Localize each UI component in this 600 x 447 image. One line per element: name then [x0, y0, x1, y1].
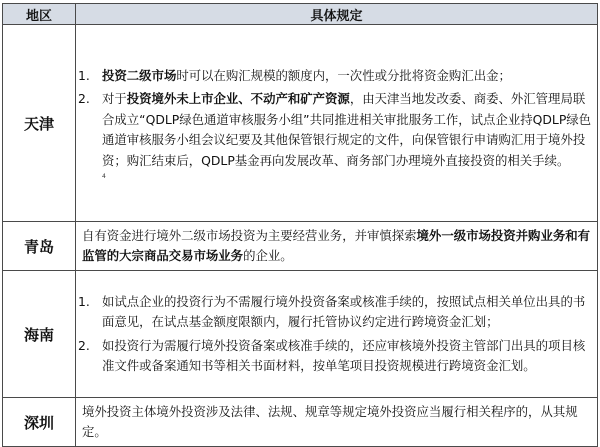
list-item-number: 1.: [78, 67, 90, 83]
emphasis-text: 投资境外未上市企业、不动产和矿产资源: [126, 91, 350, 107]
rules-cell-shenzhen: 境外投资主体境外投资涉及法律、法规、规章等规定境外投资应当履行相关程序的，从其规定。: [76, 398, 598, 447]
region-cell-hainan: 海南: [3, 271, 76, 398]
list-item-number: 2.: [78, 91, 90, 107]
table-row-shenzhen: [3, 398, 598, 447]
body-text: ，由天津当地发改委、商委、外汇管理局联合成立“QDLP绿色通道审核服务小组”共同推进相关审批服务工作，试点企业持QDLP绿色通道审核服务小组会议纪要及其他保管银行规定的文件，向保管银行申请购汇用于境外投资；购汇结束后，QDLP基金再向发展改革、商务部门办理境外直接投资的相关手续。: [102, 91, 592, 168]
region-cell-tianjin: 天津: [3, 25, 76, 222]
region-cell-shenzhen: 深圳: [3, 398, 76, 447]
list-item-number: 2.: [78, 337, 90, 353]
body-text: 自有资金进行境外二级市场投资为主要经营业务，并审慎探索: [82, 227, 417, 243]
list-item: [76, 89, 597, 171]
body-text: 时可以在购汇规模的额度内，一次性或分批将资金购汇出金；: [176, 67, 511, 83]
rules-cell-hainan: [76, 271, 598, 398]
footnote-mark: 4: [102, 173, 106, 181]
table-row-tianjin: [3, 25, 598, 222]
list-item: [76, 336, 597, 377]
table-row-qingdao: [3, 222, 598, 271]
body-text: 的企业。: [243, 248, 293, 263]
list-item-text: 如投资行为需履行境外投资备案或核准手续的，还应审核境外投资主管部门出具的项目核准文件或备案通知书等相关书面材料，按单笔项目投资规模进行跨境资金汇划。: [102, 337, 586, 373]
header-region: 地区: [3, 4, 76, 25]
table-row-hainan: [3, 271, 598, 398]
rules-cell-qingdao: [76, 222, 598, 271]
region-cell-qingdao: 青岛: [3, 222, 76, 271]
emphasis-text: 投资二级市场: [102, 67, 177, 83]
list-item-text: [102, 66, 597, 87]
list-item: [76, 292, 597, 333]
header-row: [3, 4, 598, 25]
list-item: [76, 66, 597, 87]
header-rules: 具体规定: [76, 4, 598, 25]
list-item-text: 如试点企业的投资行为不需履行境外投资备案或核准手续的，按照试点相关单位出具的书面意见，在试点基金额度限额内，履行托管协议约定进行跨境资金汇划；: [102, 293, 586, 329]
policy-table: [2, 3, 598, 447]
list-item-text: [102, 89, 597, 171]
emphasis-text: 境外一级市场投资并购业务和有监管的大宗商品交易市场业务: [82, 227, 591, 263]
body-text: 对于: [102, 91, 127, 107]
rules-cell-tianjin: [76, 25, 598, 222]
list-item-number: 1.: [78, 293, 90, 309]
